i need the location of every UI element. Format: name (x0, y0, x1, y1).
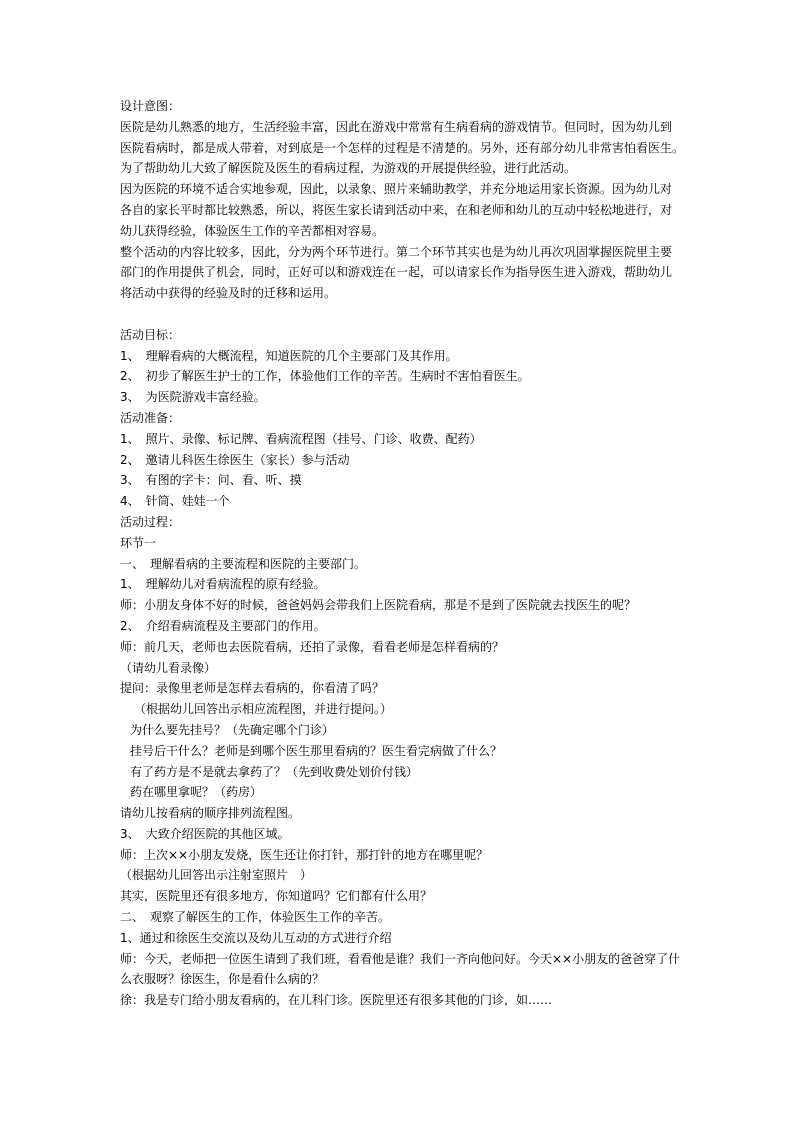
paragraph-line: 各自的家长平时都比较熟悉，所以，将医生家长请到活动中来，在和老师和幼儿的互动中轻松地进行，对 (120, 202, 673, 217)
stage-label: 环节一 (120, 535, 157, 550)
process-line: 师：小朋友身体不好的时候，爸爸妈妈会带我们上医院看病，那是不是到了医院就去找医生的呢？ (120, 598, 637, 613)
goal-item: 1、 理解看病的大概流程，知道医院的几个主要部门及其作用。 (120, 348, 458, 363)
process-line: 么衣服呀？徐医生，你是看什么病的？ (120, 972, 325, 987)
indented-line: 挂号后干什么？老师是到哪个医生那里看病的？医生看完病做了什么？ (130, 743, 503, 758)
blank-line (120, 304, 685, 325)
goal-item: 3、 为医院游戏丰富经验。 (120, 390, 266, 405)
prep-heading: 活动准备： (120, 410, 181, 425)
process-line: （根据幼儿回答出示注射室照片 ） (120, 868, 313, 883)
process-line: 师：前几天，老师也去医院看病，还拍了录像，看看老师是怎样看病的？ (120, 639, 505, 654)
process-line: 徐：我是专门给小朋友看病的，在儿科门诊。医院里还有很多其他的门诊，如…… (120, 993, 553, 1008)
process-line: 1、通过和徐医生交流以及幼儿互动的方式进行介绍 (120, 930, 392, 945)
goals-heading: 活动目标： (120, 327, 181, 342)
indented-line: 药在哪里拿呢？（药房） (130, 785, 263, 800)
process-line: 请幼儿按看病的顺序排列流程图。 (120, 806, 301, 821)
paragraph-line: 整个活动的内容比较多，因此，分为两个环节进行。第二个环节其实也是为幼儿再次巩固掌握医院里主要 (120, 244, 673, 259)
paragraph-line: 医院看病时，都是成人带着，对到底是一个怎样的过程是不清楚的。另外，还有部分幼儿非常害怕看医生。 (120, 140, 685, 155)
process-line: 3、 大致介绍医院的其他区域。 (120, 826, 290, 841)
prep-item: 1、 照片、录像、标记牌、看病流程图（挂号、门诊、收费、配药） (120, 431, 482, 446)
indented-line: 有了药方是不是就去拿药了？（先到收费处划价付钱） (130, 764, 419, 779)
process-heading: 活动过程： (120, 514, 181, 529)
process-line: （请幼儿看录像） (120, 660, 217, 675)
design-heading: 设计意图： (120, 99, 181, 113)
process-line: 一、 理解看病的主要流程和医院的主要部门。 (120, 556, 367, 571)
process-line: 1、 理解幼儿对看病流程的原有经验。 (120, 577, 326, 592)
indented-line: 为什么要先挂号？（先确定哪个门诊） (130, 722, 335, 737)
process-line: 其实，医院里还有很多地方，你知道吗？它们都有什么用？ (120, 889, 433, 904)
process-line: 师：上次××小朋友发烧，医生还让你打针，那打针的地方在哪里呢？ (120, 847, 489, 862)
document-page (120, 96, 685, 1011)
indented-line: （根据幼儿回答出示相应流程图，并进行提问。） (134, 702, 393, 717)
paragraph-line: 幼儿获得经验，体验医生工作的辛苦都相对容易。 (120, 223, 385, 238)
process-line: 二、 观察了解医生的工作，体验医生工作的辛苦。 (120, 910, 391, 925)
prep-item: 2、 邀请儿科医生徐医生（家长）参与活动 (120, 452, 350, 467)
paragraph-line: 医院是幼儿熟悉的地方，生活经验丰富，因此在游戏中常常有生病看病的游戏情节。但同时，因为幼儿到 (120, 119, 673, 134)
process-line: 提问：录像里老师是怎样去看病的，你看清了吗？ (120, 681, 385, 696)
paragraph-line: 部门的作用提供了机会，同时，正好可以和游戏连在一起，可以请家长作为指导医生进入游戏，帮助幼儿 (120, 265, 673, 280)
paragraph-line: 将活动中获得的经验及时的迁移和运用。 (120, 286, 337, 301)
prep-item: 4、 针筒、娃娃一个 (120, 494, 230, 509)
process-line: 师：今天，老师把一位医生请到了我们班，看看他是谁？我们一齐向他问好。今天××小朋友的爸爸穿了什 (120, 951, 681, 966)
paragraph-line: 为了帮助幼儿大致了解医院及医生的看病过程，为游戏的开展提供经验，进行此活动。 (120, 161, 577, 176)
goal-item: 2、 初步了解医生护士的工作，体验他们工作的辛苦。生病时不害怕看医生。 (120, 369, 530, 384)
paragraph-line: 因为医院的环境不适合实地参观，因此，以录象、照片来辅助教学，并充分地运用家长资源。因为幼儿对 (120, 182, 673, 197)
process-line: 2、 介绍看病流程及主要部门的作用。 (120, 618, 326, 633)
prep-item: 3、 有图的字卡：问、看、听、摸 (120, 473, 302, 488)
